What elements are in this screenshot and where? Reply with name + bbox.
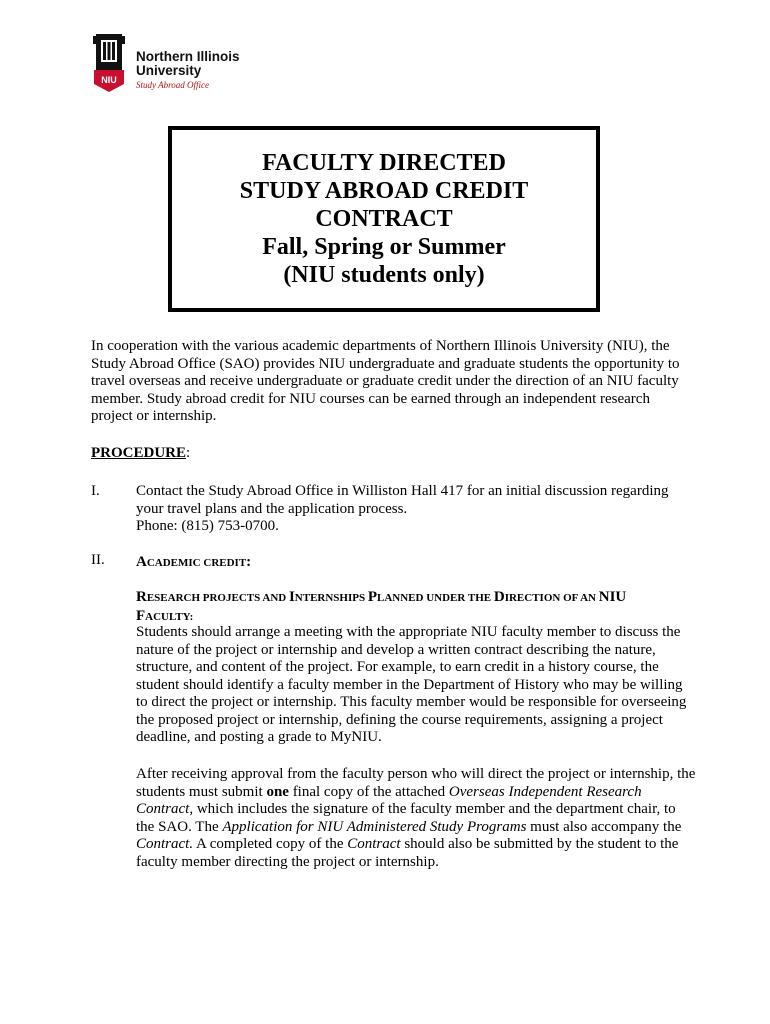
niu-shield-icon [92,34,126,92]
title-line-3: CONTRACT [315,206,453,232]
step-1-text: Contact the Study Abroad Office in Williston Hall 417 for an initial discussion regarding your travel plans and the application process. Phone: (815) 753-0700. [136,483,696,536]
title-line-1: FACULTY DIRECTED [262,150,506,176]
title-line-2: STUDY ABROAD CREDIT [239,178,529,204]
niu-logo [90,34,242,96]
title-line-4: Fall, Spring or Summer [262,234,506,260]
university-name: Northern Illinois University [136,49,240,78]
shield-text: NIU [101,75,117,85]
step-2-number: II. [91,552,105,568]
phone-number: Phone: (815) 753-0700. [136,518,279,534]
title-line-5: (NIU students only) [283,262,485,288]
research-paragraph: Students should arrange a meeting with the appropriate NIU faculty member to discuss the nature of the project or internship and develop a written contract describing the nature, structure, and content of the project. For example, to earn credit in a history course, the student should identify a faculty member in the Department of History who may be willing to direct the project or internship. This faculty member would be responsible for overseeing the proposed project or internship, defining the course requirements, assigning a project deadline, and posting a grade to MyNIU. [136,624,687,745]
title-box [168,126,600,312]
research-projects-heading: RESEARCH PROJECTS AND INTERNSHIPS PLANNED UNDER THE DIRECTION OF AN NIU FACULTY: [136,589,627,624]
submission-paragraph: After receiving approval from the faculty person who will direct the project or internship, the students must submit one final copy of the attached Overseas Independent Research Contract, which includes the signature of the faculty member and the department chair, to the SAO. The Application for NIU Administered Study Programs must also accompany the Contract. A completed copy of the Contract should also be submitted by the student to the faculty member directing the project or internship. [136,766,696,870]
procedure-heading: PROCEDURE: [91,445,191,461]
academic-credit-heading: ACADEMIC CREDIT: [136,554,252,570]
intro-paragraph: In cooperation with the various academic departments of Northern Illinois University (NIU), the Study Abroad Office (SAO) provides NIU undergraduate and graduate students the opportunity to travel overseas and receive undergraduate or graduate credit under the direction of an NIU faculty member. Study abroad credit for NIU courses can be earned through an independent research project or internship. [91,338,680,424]
step-1-number: I. [91,483,100,499]
office-name: Study Abroad Office [136,80,209,90]
